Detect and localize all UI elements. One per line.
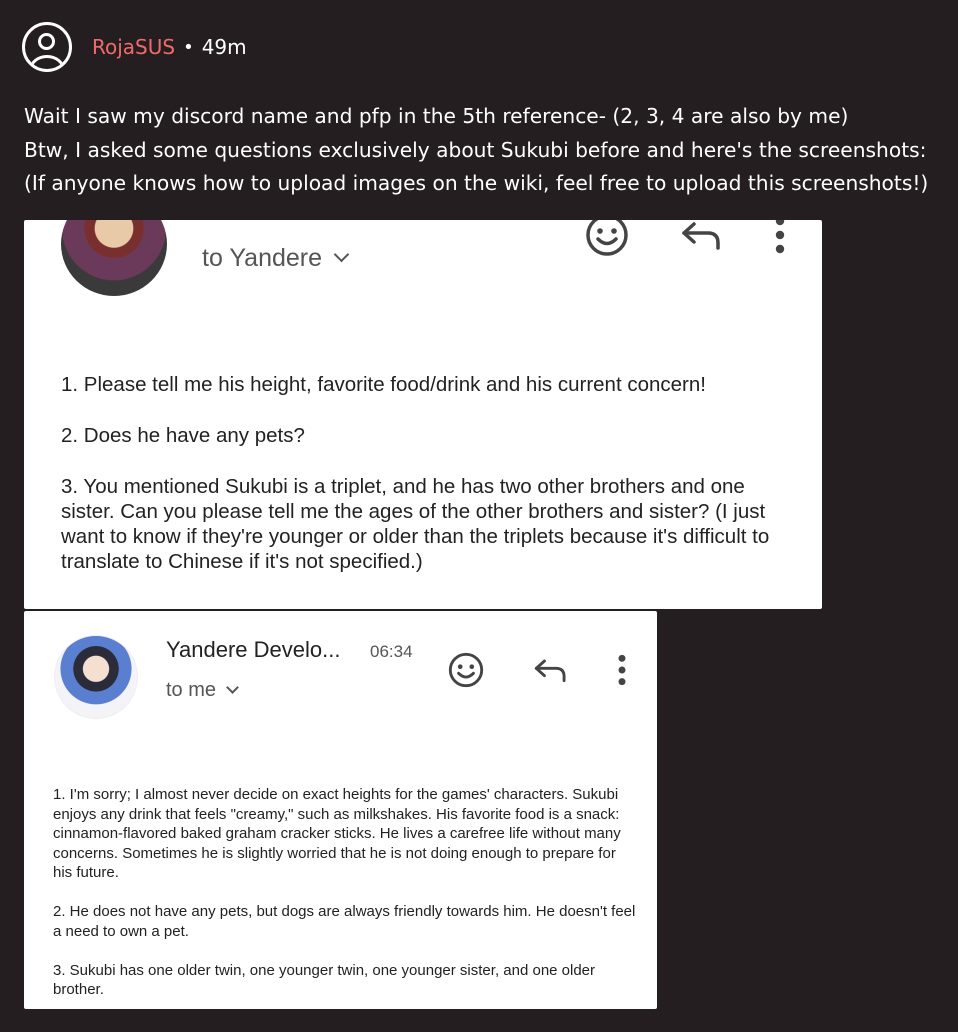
username[interactable]: RojaSUS: [92, 35, 176, 59]
email-body: [53, 785, 638, 1009]
chevron-down-icon: [226, 681, 239, 694]
reply-icon: [533, 656, 569, 684]
email-screenshot-1[interactable]: [24, 220, 822, 609]
post-body: [24, 100, 954, 201]
sender-name: Yandere Develo...: [166, 637, 341, 662]
email-paragraph: 2. Does he have any pets?: [61, 424, 305, 447]
email-paragraph: 1. I'm sorry; I almost never decide on exact heights for the games' characters. Sukubi enjoys any drink that feels "creamy," such as milkshakes. His favorite food is a snack: cinnamon-flavored baked graham cracker sticks. He lives a carefree life without many concerns. Sometimes he is slightly worried that he is not doing enough to prepare for his future.: [53, 786, 621, 881]
email-body: [61, 372, 796, 600]
email-screenshot-2[interactable]: [24, 611, 657, 1009]
separator-dot: •: [183, 36, 194, 58]
email-paragraph: 3. You mentioned Sukubi is a triplet, and he has two other brothers and one sister. Can you please tell me the ages of the other brothers and sister? (I just want to know if they're younger or older than the triplets because it's difficult to translate to Chinese if it's not specified.): [61, 475, 770, 573]
emoji-icon: [447, 651, 485, 689]
reply-icon: [680, 220, 724, 252]
recipient-label: to me: [166, 679, 217, 701]
email-time: 06:34: [370, 642, 413, 661]
chevron-down-icon: [334, 247, 350, 263]
user-avatar-icon[interactable]: [22, 22, 72, 72]
recipient-line: [202, 244, 347, 273]
email-actions: [584, 220, 786, 258]
email-paragraph: 2. He does not have any pets, but dogs are always friendly towards him. He doesn't feel a need to own a pet.: [53, 903, 636, 940]
recipient-label: to Yandere: [202, 244, 323, 272]
sender-avatar: [61, 220, 167, 296]
post-header: [22, 22, 247, 72]
post-line: Wait I saw my discord name and pfp in the 5th reference- (2, 3, 4 are also by me): [24, 104, 849, 128]
recipient-line: [166, 679, 237, 702]
more-vert-icon: [774, 220, 786, 255]
post-time: 49m: [201, 35, 247, 59]
sender-avatar: [54, 635, 138, 719]
email-paragraph: 3. Sukubi has one older twin, one younger twin, one younger sister, and one older brother.: [53, 961, 596, 998]
post-line: (If anyone knows how to upload images on the wiki, feel free to upload this screenshots!): [24, 171, 929, 195]
email-actions: [447, 651, 627, 689]
more-vert-icon: [617, 653, 627, 687]
post-line: Btw, I asked some questions exclusively about Sukubi before and here's the screenshots:: [24, 137, 927, 162]
email-paragraph: 1. Please tell me his height, favorite food/drink and his current concern!: [61, 373, 706, 396]
emoji-icon: [584, 220, 630, 258]
